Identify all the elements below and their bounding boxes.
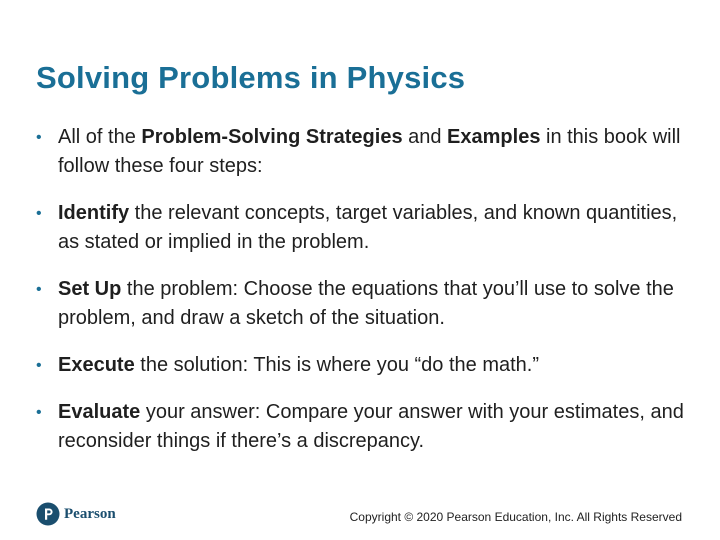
bullet-item-setup <box>36 275 686 333</box>
bullet-item-intro <box>36 123 686 181</box>
copyright-notice: Copyright © 2020 Pearson Education, Inc. All Rights Reserved <box>349 510 682 524</box>
bullet-dot-icon: • <box>36 205 42 222</box>
bullet-text: and <box>402 126 448 148</box>
bullet-bold: Evaluate <box>58 401 141 423</box>
bullet-text: the relevant concepts, target variables, and known quantities, as stated or implied in the problem. <box>58 202 678 253</box>
pearson-logo-text: Pearson <box>64 505 116 522</box>
bullet-text: in this book will follow these four steps: <box>58 126 681 177</box>
bullet-list <box>36 123 686 456</box>
bullet-bold: Execute <box>58 354 135 376</box>
bullet-dot-icon: • <box>36 281 42 298</box>
bullet-text: All of the <box>58 126 142 148</box>
bullet-dot-icon: • <box>36 357 42 374</box>
bullet-text: your answer: Compare your answer with your estimates, and reconsider things if there’s a discrepancy. <box>58 401 684 452</box>
bullet-dot-icon: • <box>36 129 42 146</box>
bullet-bold: Examples <box>447 126 541 148</box>
bullet-text: the solution: This is where you “do the math.” <box>134 354 539 376</box>
bullet-item-evaluate <box>36 398 686 456</box>
bullet-item-identify <box>36 199 686 257</box>
bullet-text: the problem: Choose the equations that you’ll use to solve the problem, and draw a sketch of the situation. <box>58 278 674 329</box>
bullet-dot-icon: • <box>36 404 42 421</box>
bullet-bold: Identify <box>58 202 130 224</box>
pearson-logo <box>36 502 116 526</box>
bullet-bold: Problem-Solving Strategies <box>141 126 403 148</box>
bullet-item-execute <box>36 351 686 380</box>
slide-title: Solving Problems in Physics <box>36 60 466 95</box>
bullet-bold: Set Up <box>58 278 122 300</box>
pearson-p-icon <box>36 502 60 526</box>
